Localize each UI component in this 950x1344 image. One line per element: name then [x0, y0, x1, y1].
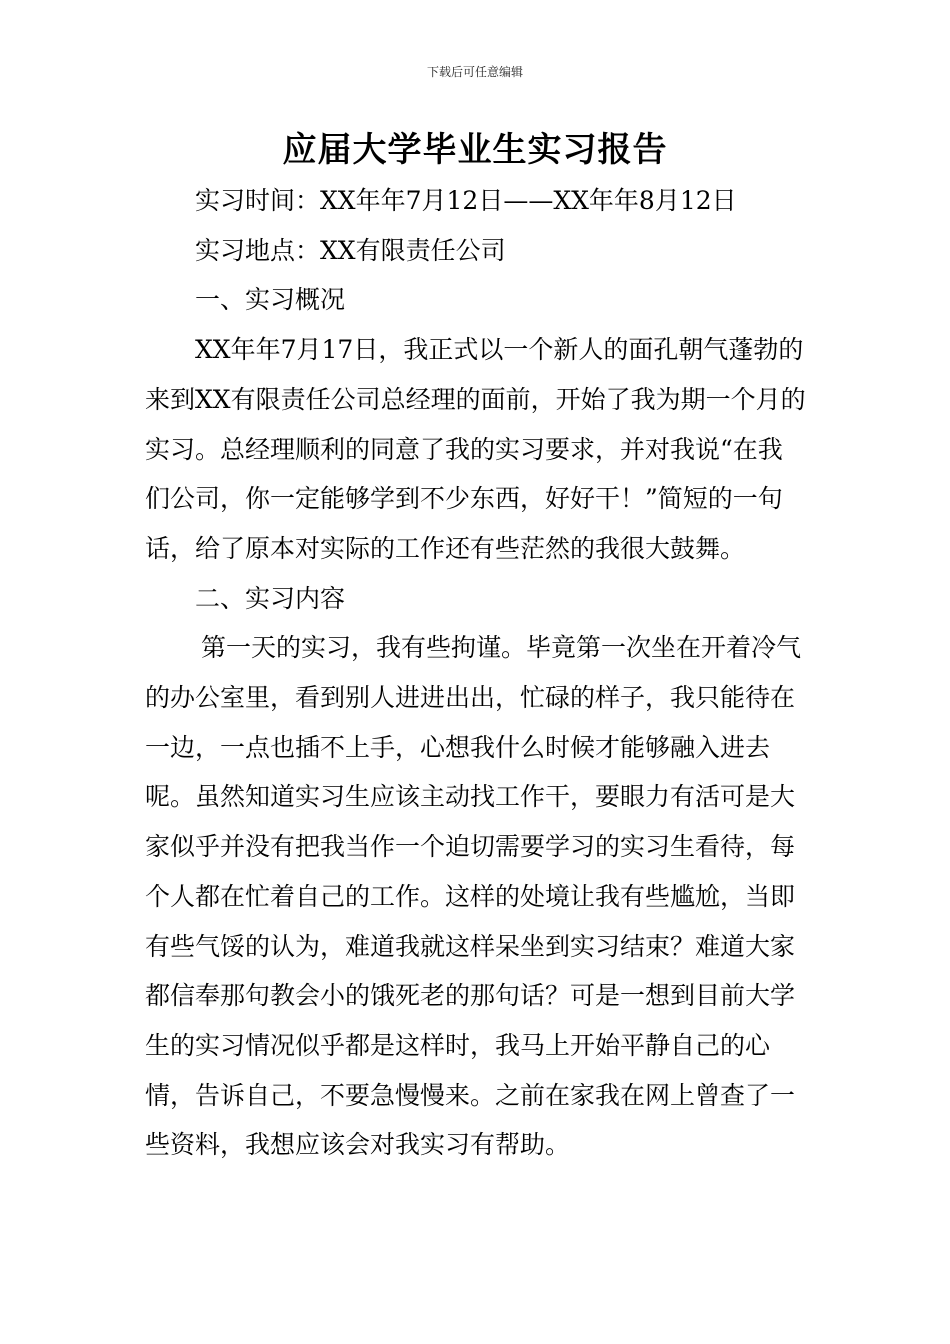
internship-period: 实习时间：XX年年7月12日——XX年年8月12日 [195, 186, 737, 215]
section-heading-content: 二、实习内容 [195, 583, 346, 613]
internship-location: 实习地点：XX有限责任公司 [195, 235, 506, 265]
document-body [145, 176, 807, 1170]
header-note: 下载后可任意编辑 [426, 65, 523, 79]
overview-paragraph: XX年年7月17日，我正式以一个新人的面孔朝气蓬勃的来到XX有限责任公司总经理的面前，开始了我为期一个月的实习。总经理顺利的同意了我的实习要求，并对我说“在我们公司，你一定能够学到不少东西，好好干！”简短的一句话，给了原本对实际的工作还有些茫然的我很大鼓舞。 [145, 335, 806, 563]
section-heading-overview: 一、实习概况 [195, 285, 346, 315]
content-paragraph: 第一天的实习，我有些拘谨。毕竟第一次坐在开着冷气的办公室里，看到别人进进出出，忙碌的样子，我只能待在一边，一点也插不上手，心想我什么时候才能够融入进去呢。虽然知道实习生应该主动找工作干，要眼力有活可是大家似乎并没有把我当作一个迫切需要学习的实习生看待，每个人都在忙着自己的工作。这样的处境让我有些尴尬，当即有些气馁的认为，难道我就这样呆坐到实习结束？难道大家都信奉那句教会小的饿死老的那句话？可是一想到目前大学生的实习情况似乎都是这样时，我马上开始平静自己的心情，告诉自己，不要急慢慢来。之前在家我在网上曾查了一些资料，我想应该会对我实习有帮助。 [145, 633, 802, 1160]
document-title: 应届大学毕业生实习报告 [282, 130, 668, 170]
